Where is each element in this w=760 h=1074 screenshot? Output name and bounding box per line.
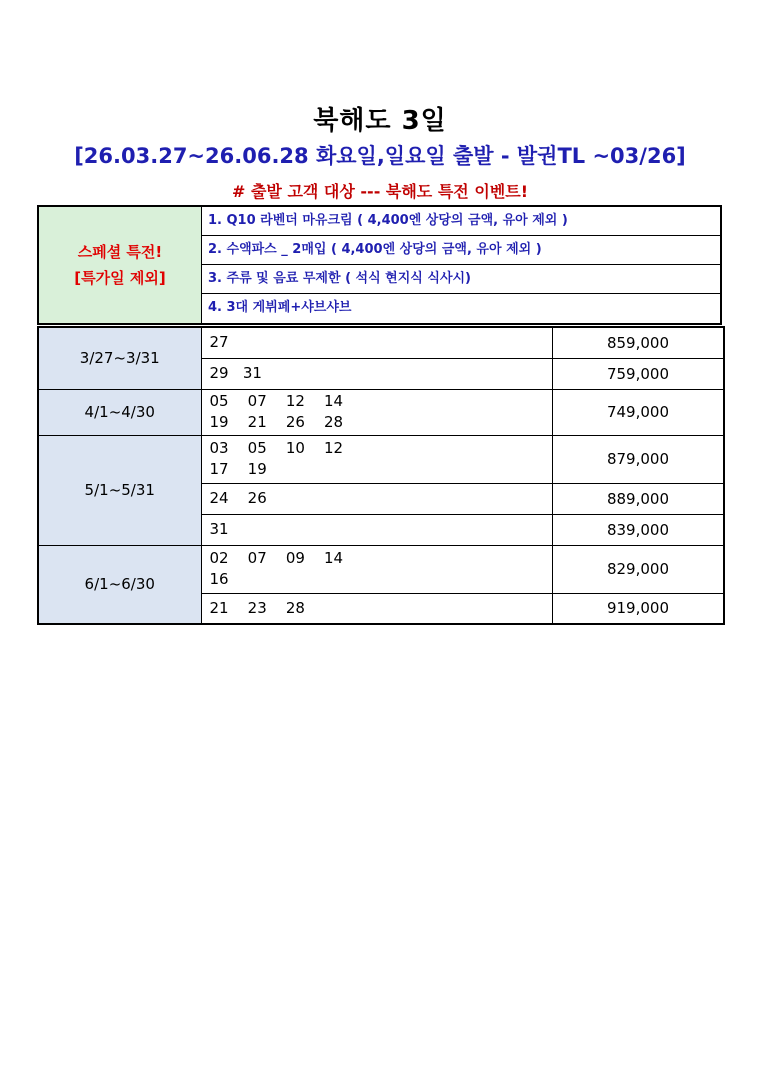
table-row (38, 389, 724, 435)
dates-cell (201, 514, 552, 545)
special-benefits-label (39, 207, 202, 323)
price-table (37, 326, 725, 625)
special-benefit-item: 3. 주류 및 음료 무제한 ( 석식 현지식 식사시) (202, 265, 720, 294)
special-benefit-item: 4. 3대 게뷔페+샤브샤브 (208, 300, 352, 315)
period-cell: 6/1~6/30 (38, 545, 201, 624)
period-cell: 3/27~3/31 (38, 327, 201, 389)
special-benefit-item: 2. 수액파스 _ 2매입 ( 4,400엔 상당의 금액, 유아 제외 ) (202, 236, 720, 265)
dates-line: 21 23 28 (209, 598, 305, 617)
price-cell: 859,000 (552, 327, 724, 358)
price-cell: 889,000 (552, 483, 724, 514)
period-cell: 5/1~5/31 (38, 435, 201, 545)
special-benefit-item: 1. Q10 라벤더 마유크림 ( 4,400엔 상당의 금액, 유아 제외 ) (202, 207, 720, 236)
page-title: 북해도 3일 (313, 106, 447, 136)
dates-line: 03 05 10 12 (209, 439, 344, 457)
dates-line: 29 31 (209, 364, 262, 382)
table-row (38, 435, 724, 483)
table-row (38, 545, 724, 593)
dates-cell (201, 389, 552, 435)
dates-line: 27 (209, 333, 229, 352)
table-row (38, 327, 724, 358)
price-cell: 919,000 (552, 593, 724, 624)
dates-line: 16 (209, 570, 229, 588)
period-cell: 4/1~4/30 (38, 389, 201, 435)
dates-line: 19 21 26 28 (209, 413, 344, 431)
price-cell: 839,000 (552, 514, 724, 545)
dates-cell (201, 358, 552, 389)
dates-cell (201, 545, 552, 593)
dates-cell (201, 593, 552, 624)
dates-line: 31 (209, 520, 229, 538)
special-benefits-list (202, 207, 720, 323)
event-notice: # 출발 고객 대상 --- 북해도 특전 이벤트! (231, 182, 528, 201)
price-cell: 879,000 (552, 435, 724, 483)
price-cell: 749,000 (552, 389, 724, 435)
departure-period-subtitle: [26.03.27~26.06.28 화요일,일요일 출발 - 발권TL ~03/26] (74, 144, 686, 168)
special-label-line1: 스페셜 특전! (77, 243, 163, 261)
dates-cell (201, 327, 552, 358)
dates-line: 02 07 09 14 (209, 549, 344, 567)
dates-line: 05 07 12 14 (209, 392, 344, 410)
dates-line: 17 19 (209, 460, 267, 478)
price-cell: 829,000 (552, 545, 724, 593)
dates-cell (201, 483, 552, 514)
dates-cell (201, 435, 552, 483)
special-benefits-box (37, 205, 722, 325)
dates-line: 24 26 (209, 489, 267, 507)
price-cell: 759,000 (552, 358, 724, 389)
special-label-line2: [특가일 제외] (74, 269, 166, 287)
